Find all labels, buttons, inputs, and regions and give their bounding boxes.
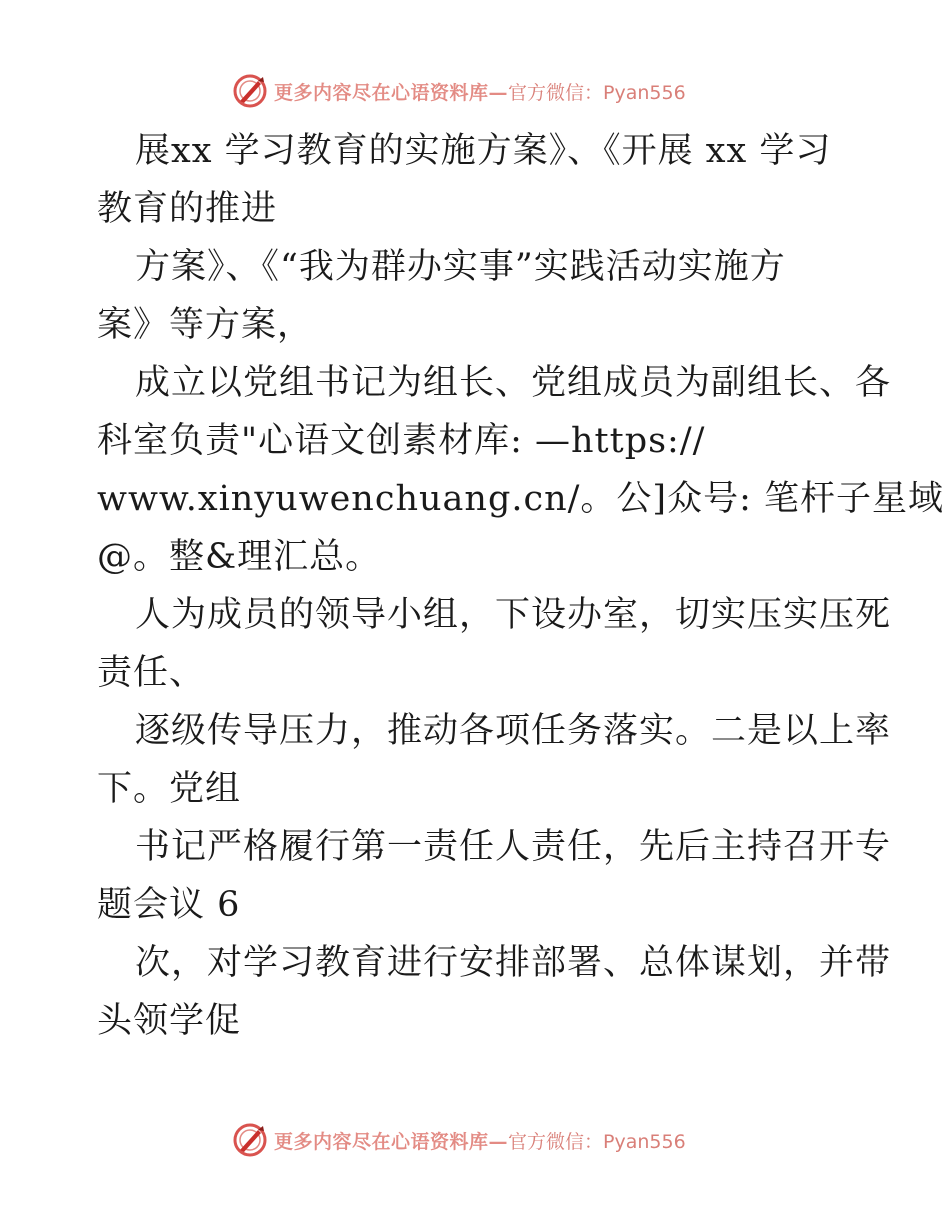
paragraph-line: 责任、 — [97, 653, 206, 693]
paragraph-line: 头领学促 — [97, 1001, 242, 1041]
watermark-suffix-text: 官方微信：Pyan556 — [508, 81, 686, 104]
paragraph-line: 教育的推进 — [97, 189, 278, 229]
paragraph-line: 人为成员的领导小组，下设办室，切实压实压死 — [135, 595, 892, 635]
footer-watermark — [232, 1120, 752, 1160]
quill-seal-icon — [232, 1122, 268, 1158]
paragraph-line: 题会议 6 — [97, 885, 241, 925]
paragraph-line: 书记严格履行第一责任人责任，先后主持召开专 — [135, 827, 892, 867]
paragraph-line: 下。党组 — [97, 769, 242, 809]
header-watermark — [232, 71, 752, 111]
paragraph-line: 展xx 学习教育的实施方案》、《开展 xx 学习 — [135, 131, 832, 171]
paragraph-line: 次，对学习教育进行安排部署、总体谋划，并带 — [135, 943, 892, 983]
paragraph-line: 成立以党组书记为组长、党组成员为副组长、各 — [135, 363, 892, 403]
document-body — [97, 122, 944, 1050]
watermark-suffix-text: 官方微信：Pyan556 — [508, 1130, 686, 1153]
quill-seal-icon — [232, 73, 268, 109]
paragraph-line: @。整&理汇总。 — [97, 537, 382, 577]
watermark-main-text: 更多内容尽在心语资料库— — [274, 81, 509, 104]
paragraph-line: 方案》、《“我为群办实事”实践活动实施方 — [135, 247, 786, 287]
watermark-main-text: 更多内容尽在心语资料库— — [274, 1130, 509, 1153]
paragraph-line: 科室负责"心语文创素材库: —https:// — [97, 421, 706, 461]
paragraph-line: 逐级传导压力，推动各项任务落实。二是以上率 — [135, 711, 892, 751]
paragraph-line: www.xinyuwenchuang.cn/。公]众号: 笔杆子星域 — [97, 479, 944, 519]
paragraph-line: 案》等方案， — [97, 305, 314, 345]
